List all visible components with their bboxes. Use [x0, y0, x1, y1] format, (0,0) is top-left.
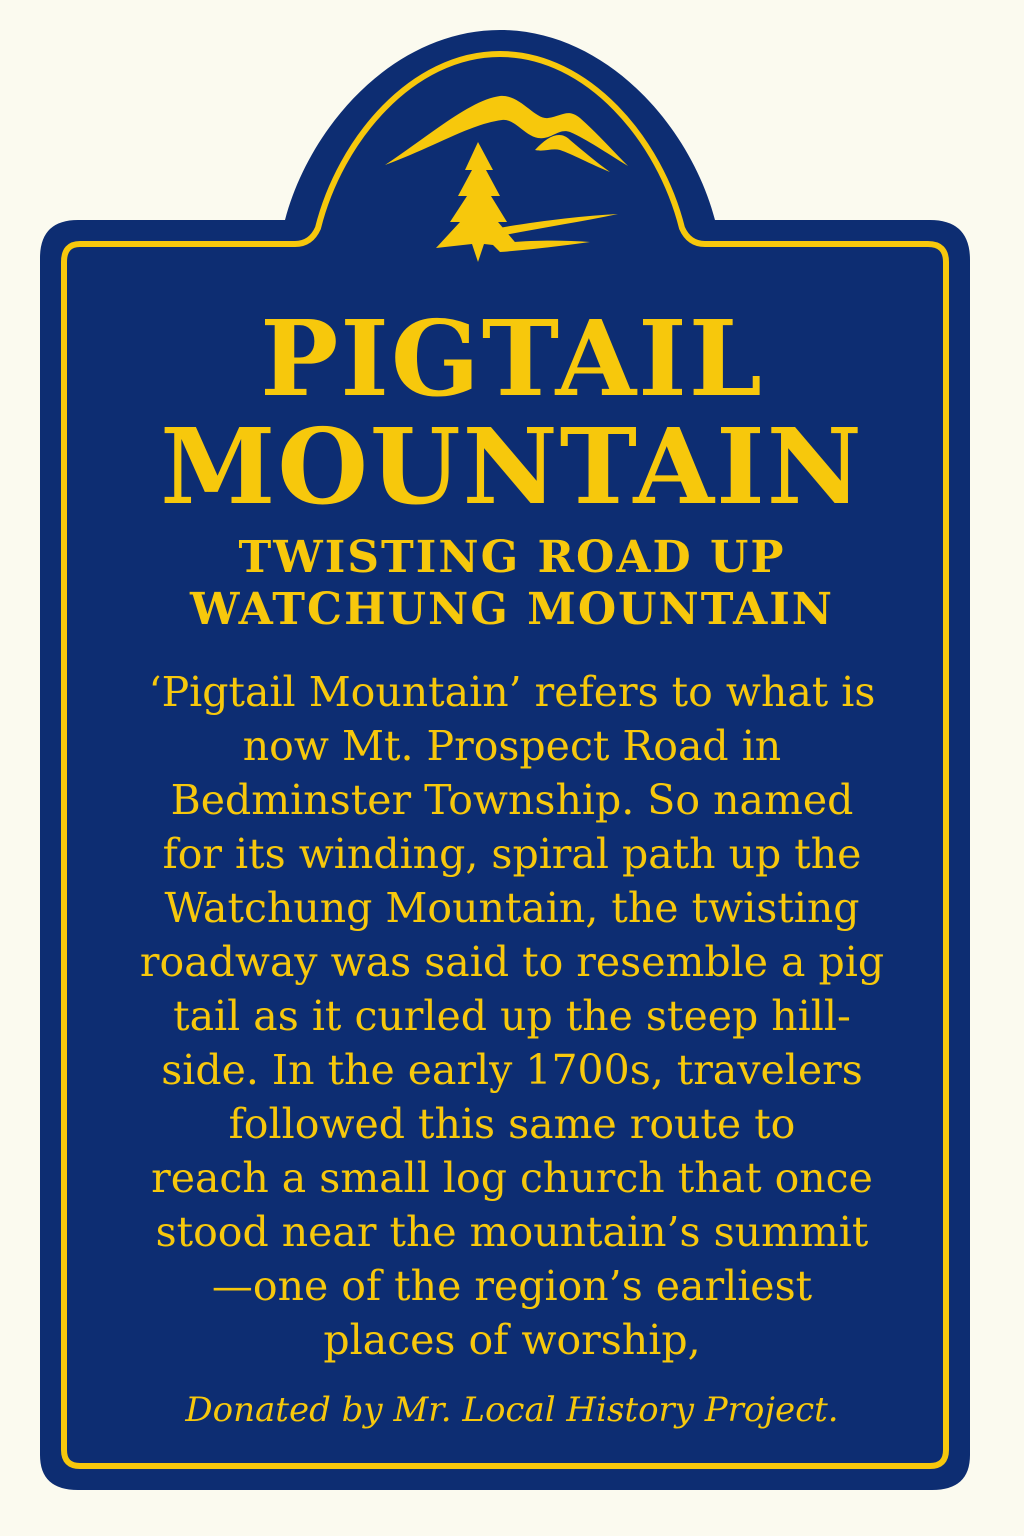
- body-text-line: followed this same route to: [228, 1100, 796, 1148]
- donation-credit: Donated by Mr. Local History Project.: [185, 1390, 839, 1430]
- body-text-line: ‘Pigtail Mountain’ refers to what is: [148, 668, 876, 716]
- body-text-line: Bedminster Township. So named: [170, 776, 854, 824]
- body-text-line: now Mt. Prospect Road in: [242, 722, 782, 770]
- body-text-line: tail as it curled up the steep hill-: [173, 992, 851, 1040]
- subtitle-line-1: TWISTING ROAD UP: [238, 532, 786, 583]
- body-text-line: reach a small log church that once: [151, 1154, 873, 1202]
- subtitle-line-2: WATCHUNG MOUNTAIN: [189, 584, 835, 635]
- body-text-line: —one of the region’s earliest: [211, 1262, 813, 1310]
- body-text-line: side. In the early 1700s, travelers: [161, 1046, 863, 1094]
- body-text-line: for its winding, spiral path up the: [162, 830, 862, 878]
- body-text-line: stood near the mountain’s summit: [155, 1208, 869, 1256]
- body-text-line: places of worship,: [323, 1316, 701, 1364]
- body-text-line: roadway was said to resemble a pig: [139, 938, 885, 986]
- body-text-line: Watchung Mountain, the twisting: [164, 884, 860, 932]
- title-line-1: PIGTAIL: [260, 297, 764, 420]
- title-line-2: MOUNTAIN: [160, 405, 864, 528]
